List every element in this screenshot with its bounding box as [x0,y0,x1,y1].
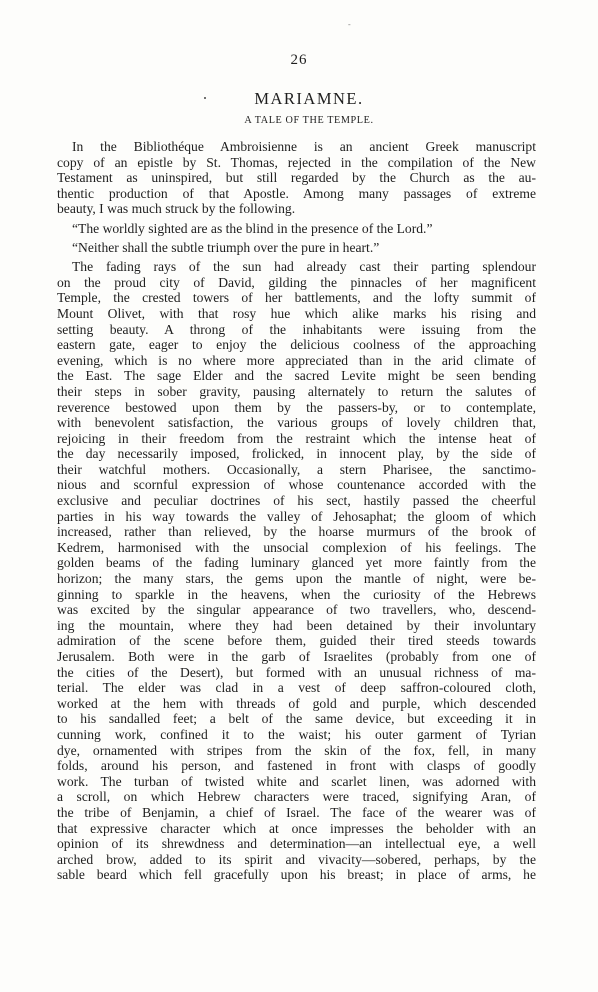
text-line: The fading rays of the sun had already cast their parting splendour [72,259,536,275]
text-line: “The worldly sighted are as the blind in the presence of the Lord.” [72,220,433,236]
paragraph [57,221,536,237]
paragraph [57,240,536,256]
text-line: Testament as uninspired, but still regarded by the Church as the au- [57,170,536,186]
text-line: Jerusalem. Both were in the garb of Israelites (probably from one of [57,649,536,664]
text-line: dye, ornamented with stripes from the skin of the fox, fell, in many [57,742,536,758]
text-line: to his sandalled feet; a belt of the same device, but exceeding it in [57,711,536,727]
text-line: that expressive character which at once impresses the beholder with an [57,820,536,836]
text-line: opinion of its shrewdness and determination—an intellectual eye, a well [57,836,536,852]
text-line: Mount Olivet, with that rosy hue which alike marks his rising and [57,305,536,321]
text-line: Kedrem, harmonised with the unsocial complexion of his feelings. The [57,539,536,555]
text-line: setting beauty. A throng of the inhabitants were issuing from the [57,321,536,337]
text-line: beauty, I was much struck by the following. [57,201,296,217]
text-line: worked at the hem with threads of gold and purple, which descended [57,695,536,711]
text-line: Temple, the crested towers of her battlements, and the lofty summit of [57,290,536,306]
text-line: on the proud city of David, gilding the pinnacles of her magnificent [57,274,536,290]
text-line: terial. The elder was clad in a vest of deep saffron-coloured cloth, [57,680,536,696]
text-line: ing the mountain, where they had been detained by their involuntary [57,617,536,633]
body-text [57,139,536,883]
text-line: their watchful mothers. Occasionally, a stern Pharisee, the sanctimo- [57,461,536,477]
text-line: “Neither shall the subtle triumph over the pure in heart.” [72,239,380,255]
text-line: thentic production of that Apostle. Among many passages of extreme [57,185,536,201]
paragraph [57,139,536,217]
text-line: admiration of the scene before them, guided their tired steeds towards [57,633,536,649]
page-subtitle: A TALE OF THE TEMPLE. [244,115,374,126]
text-line: evening, which is no where more appreciated than in the arid climate of [57,352,536,368]
text-line: exclusive and peculiar doctrines of his sect, hastily passed the cheerful [57,493,536,509]
text-line: rejoicing in their freedom from the restraint which the intense heat of [57,430,536,446]
text-line: copy of an epistle by St. Thomas, rejected in the compilation of the New [57,154,536,170]
text-line: eastern gate, eager to enjoy the delicious coolness of the approaching [57,337,536,353]
text-line: horizon; the many stars, the gems upon the mantle of night, were be- [57,571,536,587]
text-line: work. The turban of twisted white and scarlet linen, was adorned with [57,773,536,789]
text-line: In the Bibliothéque Ambroisienne is an ancient Greek manuscript [72,139,536,154]
page-title: MARIAMNE. [254,89,364,108]
text-line: a scroll, on which Hebrew characters were traced, signifying Aran, of [57,789,536,805]
text-line: arched brow, added to its spirit and vivacity—sobered, perhaps, by the [57,851,536,867]
top-mark: - [348,20,351,29]
text-line: golden beams of the fading luminary glanced yet more faintly from the [57,555,536,571]
text-line: was excited by the singular appearance of two travellers, who, descend- [57,602,536,618]
text-line: ginning to sparkle in the heavens, when the curiosity of the Hebrews [57,586,536,602]
text-line: reverence bestowed upon them by the passers-by, or to contemplate, [57,399,536,415]
text-line: folds, around his person, and fastened in front with clasps of goodly [57,758,536,774]
text-line: sable beard which fell gracefully upon his breast; in place of arms, he [57,867,536,883]
text-line: parties in his way towards the valley of Jehosaphat; the gloom of which [57,508,536,524]
page-number: 26 [290,52,308,68]
text-line: the day necessarily imposed, frolicked, in innocent play, by the side of [57,446,536,462]
text-line: their steps in sober gravity, pausing alternately to return the salutes of [57,383,536,399]
text-line: the East. The sage Elder and the sacred Levite might be seen bending [57,368,536,384]
text-line: the cities of the Desert), but formed with an unusual richness of ma- [57,664,536,680]
text-line: increased, rather than relieved, by the hoarse murmurs of the brook of [57,524,536,540]
text-line: with benevolent satisfaction, the various groups of lovely children that, [57,415,536,431]
text-line: cunning work, confined it to the waist; his outer garment of Tyrian [57,726,536,742]
text-line: nious and scornful expression of whose countenance accorded with the [57,477,536,493]
paragraph [57,259,536,883]
text-line: the tribe of Benjamin, a chief of Israel. The face of the wearer was of [57,804,536,820]
